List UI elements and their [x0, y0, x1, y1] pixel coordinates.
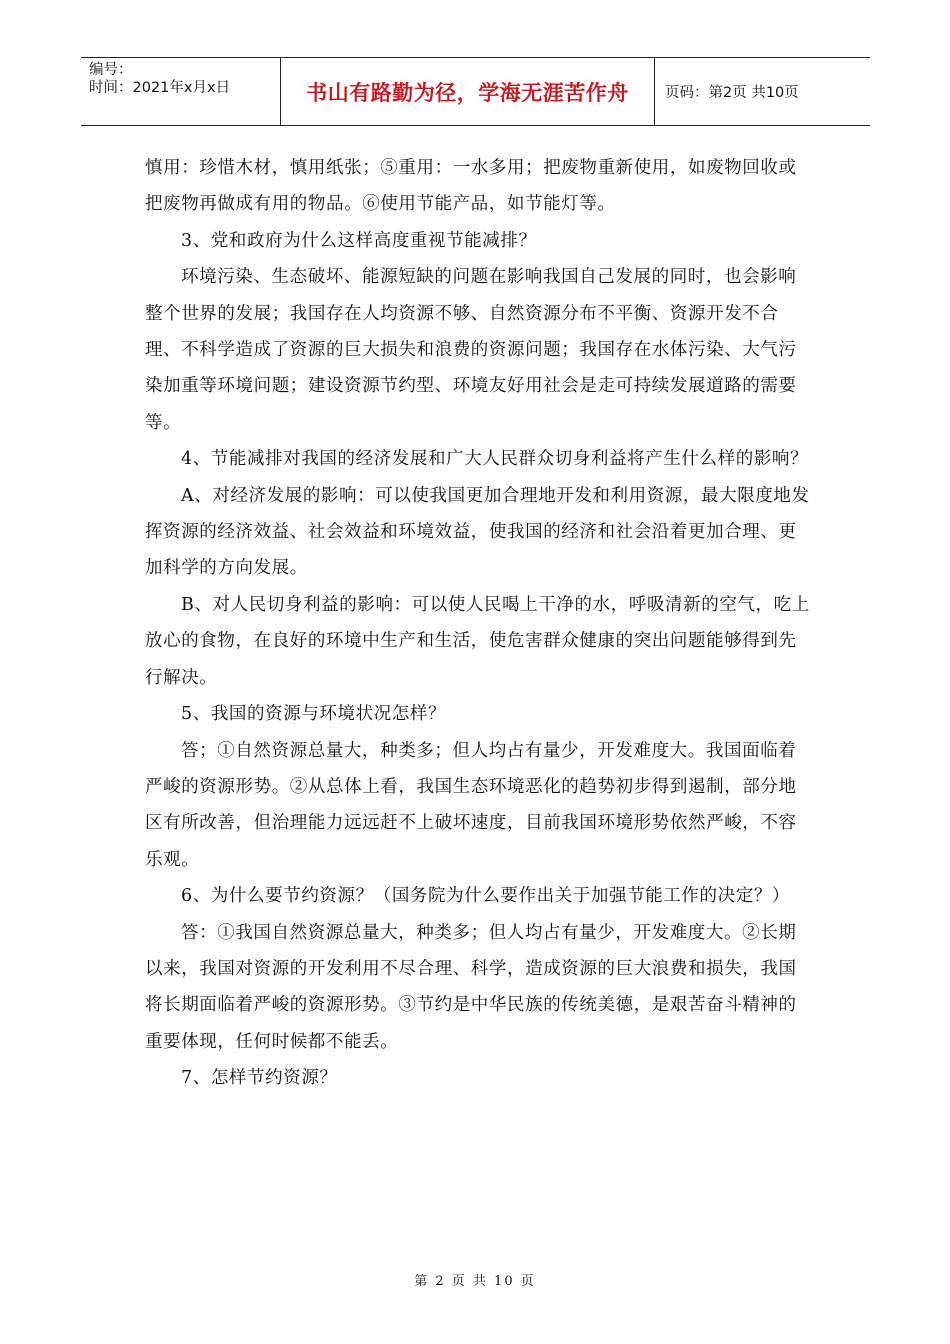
header-motto-cell [281, 58, 655, 125]
paragraph: B、对人民切身利益的影响：可以使人民喝上干净的水，呼吸清新的空气，吃上放心的食物，在良好的环境中生产和生活，使危害群众健康的突出问题能够得到先行解决。 [145, 594, 810, 688]
paragraph: 3、党和政府为什么这样高度重视节能减排？ [181, 230, 537, 251]
document-body [145, 150, 810, 1097]
page-info: 页码：第2页 共10页 [665, 85, 799, 101]
paragraph: 4、节能减排对我国的经济发展和广大人民群众切身利益将产生什么样的影响？ [181, 449, 809, 470]
header-meta [81, 58, 281, 125]
page-footer: 第 2 页 共 10 页 [414, 1274, 536, 1289]
paragraph: 6、为什么要节约资源？（国务院为什么要作出关于加强节能工作的决定？） [181, 886, 791, 907]
paragraph: 慎用：珍惜木材，慎用纸张；⑤重用：一水多用；把废物重新使用，如废物回收或把废物再做成有用的物品。⑥使用节能产品，如节能灯等。 [145, 158, 797, 215]
paragraph: A、对经济发展的影响：可以使我国更加合理地开发和利用资源，最大限度地发挥资源的经济效益、社会效益和环境效益，使我国的经济和社会沿着更加合理、更加科学的方向发展。 [145, 485, 810, 579]
header-page-info-cell [655, 58, 870, 125]
paragraph: 答；①自然资源总量大，种类多；但人均占有量少，开发难度大。我国面临着严峻的资源形势。②从总体上看，我国生态环境恶化的趋势初步得到遏制，部分地区有所改善，但治理能力远远赶不上破坏速度，目前我国环境形势依然严峻，不容乐观。 [145, 740, 797, 870]
motto: 书山有路勤为径，学海无涯苦作舟 [306, 80, 629, 105]
time-label: 时间：2021年x月x日 [89, 80, 231, 96]
number-label: 编号： [89, 62, 133, 78]
paragraph: 环境污染、生态破坏、能源短缺的问题在影响我国自己发展的同时，也会影响整个世界的发展；我国存在人均资源不够、自然资源分布不平衡、资源开发不合理、不科学造成了资源的巨大损失和浪费的资源问题；我国存在水体污染、大气污染加重等环境问题；建设资源节约型、环境友好用社会是走可持续发展道路的需要等。 [145, 267, 797, 433]
paragraph: 5、我国的资源与环境状况怎样？ [181, 704, 447, 725]
paragraph: 答：①我国自然资源总量大，种类多；但人均占有量少，开发难度大。②长期以来，我国对资源的开发利用不尽合理、科学，造成资源的巨大浪费和损失，我国将长期面临着严峻的资源形势。③节约是中华民族的传统美德，是艰苦奋斗精神的重要体现，任何时候都不能丢。 [145, 922, 797, 1052]
page-header [81, 57, 870, 126]
paragraph: 7、怎样节约资源？ [181, 1068, 338, 1089]
